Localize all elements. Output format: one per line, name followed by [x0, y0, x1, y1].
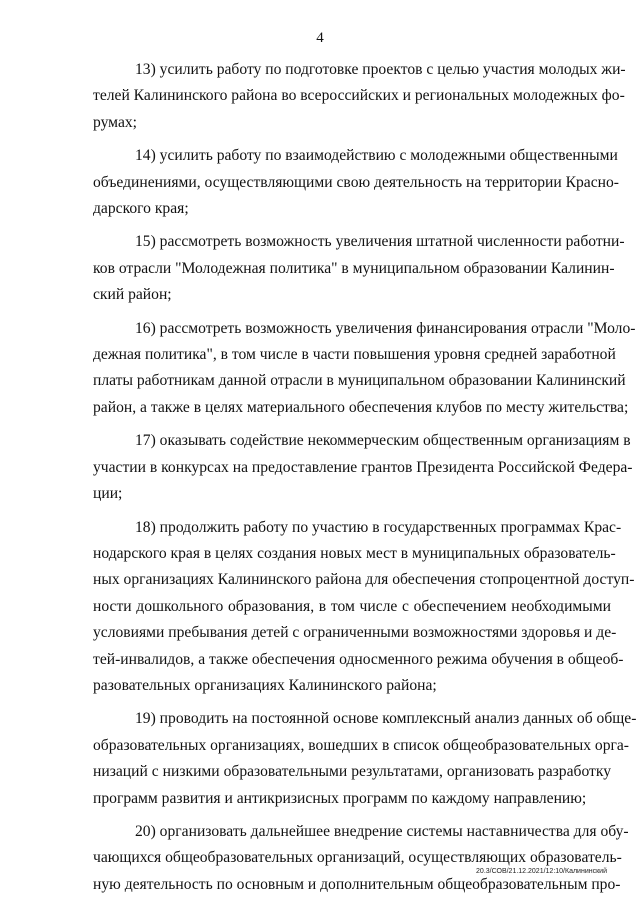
paragraph-line: 19) проводить на постоянной основе комплексный анализ данных об обще- [135, 710, 637, 728]
paragraph-gap [93, 309, 611, 316]
paragraph-line: низаций с низкими образовательными результатами, организовать разработку [93, 763, 611, 781]
paragraph-gap [93, 699, 611, 706]
paragraph-line: разовательных организациях Калининского района; [93, 676, 437, 694]
paragraph-line: 17) оказывать содействие некоммерческим общественным организациям в [135, 432, 631, 450]
paragraph-gap [93, 508, 611, 515]
paragraph-line: ков отрасли "Молодежная политика" в муниципальном образовании Калинин- [93, 259, 615, 277]
paragraph-line: 20) организовать дальнейшее внедрение системы наставничества для обу- [135, 822, 629, 840]
paragraph-line: дарского края; [93, 200, 189, 218]
paragraph-item [93, 316, 636, 422]
paragraph-item [93, 706, 637, 812]
paragraph-gap [93, 812, 611, 819]
paragraph-line: румах; [93, 113, 137, 131]
paragraph-line: 16) рассмотреть возможность увеличения финансирования отрасли "Моло- [135, 319, 636, 337]
paragraph-line: нодарского края в целях создания новых мест в муниципальных образователь- [93, 544, 616, 562]
paragraph-line: тей-инвалидов, а также обеспечения односменного режима обучения в общеоб- [93, 650, 624, 668]
paragraph-item [93, 229, 625, 308]
paragraph-line: программ развития и антикризисных программ по каждому направлению; [93, 789, 587, 807]
paragraph-line: дежная политика", в том числе в части повышения уровня средней заработной [93, 346, 616, 364]
paragraph-line: ную деятельность по основным и дополнительным общеобразовательным про- [93, 875, 621, 893]
paragraph-item [93, 57, 626, 136]
paragraph-line: образовательных организациях, вошедших в список общеобразовательных орга- [93, 736, 629, 754]
paragraph-line: платы работникам данной отрасли в муниципальном образовании Калининский [93, 372, 626, 390]
document-footer-code: 20.3/СОВ/21.12.2021/12:10/Калининский [476, 868, 607, 875]
paragraph-item [93, 515, 635, 700]
paragraph-line: участии в конкурсах на предоставление грантов Президента Российской Федера- [93, 458, 633, 476]
paragraph-line: 15) рассмотреть возможность увеличения штатной численности работни- [135, 233, 625, 251]
paragraph-line: условиями пребывания детей с ограниченными возможностями здоровья и де- [93, 624, 617, 642]
paragraph-line: ных организациях Калининского района для обеспечения стопроцентной доступ- [93, 571, 635, 589]
page-number: 4 [316, 30, 324, 46]
paragraph-gap [93, 222, 611, 229]
paragraph-line: 13) усилить работу по подготовке проектов с целью участия молодых жи- [135, 61, 626, 78]
paragraph-line: ности дошкольного образования, в том числе с обеспечением необходимыми [93, 597, 611, 615]
paragraph-line: 14) усилить работу по взаимодействию с молодежными общественными [135, 147, 618, 165]
paragraph-line: ции; [93, 485, 123, 503]
paragraph-item [93, 143, 619, 222]
document-body [93, 57, 637, 898]
paragraph-line: телей Калининского района во всероссийских и региональных молодежных фо- [93, 87, 625, 105]
paragraph-line: 18) продолжить работу по участию в государственных программах Крас- [135, 518, 622, 536]
paragraph-line: чающихся общеобразовательных организаций, осуществляющих образователь- [93, 849, 622, 867]
paragraph-item [93, 428, 633, 507]
paragraph-item [93, 819, 629, 898]
paragraph-line: район, а также в целях материального обеспечения клубов по месту жительства; [93, 398, 629, 416]
paragraph-line: объединениями, осуществляющими свою деятельность на территории Красно- [93, 173, 619, 191]
paragraph-gap [93, 421, 611, 428]
paragraph-gap [93, 136, 611, 143]
paragraph-line: ский район; [93, 286, 172, 304]
